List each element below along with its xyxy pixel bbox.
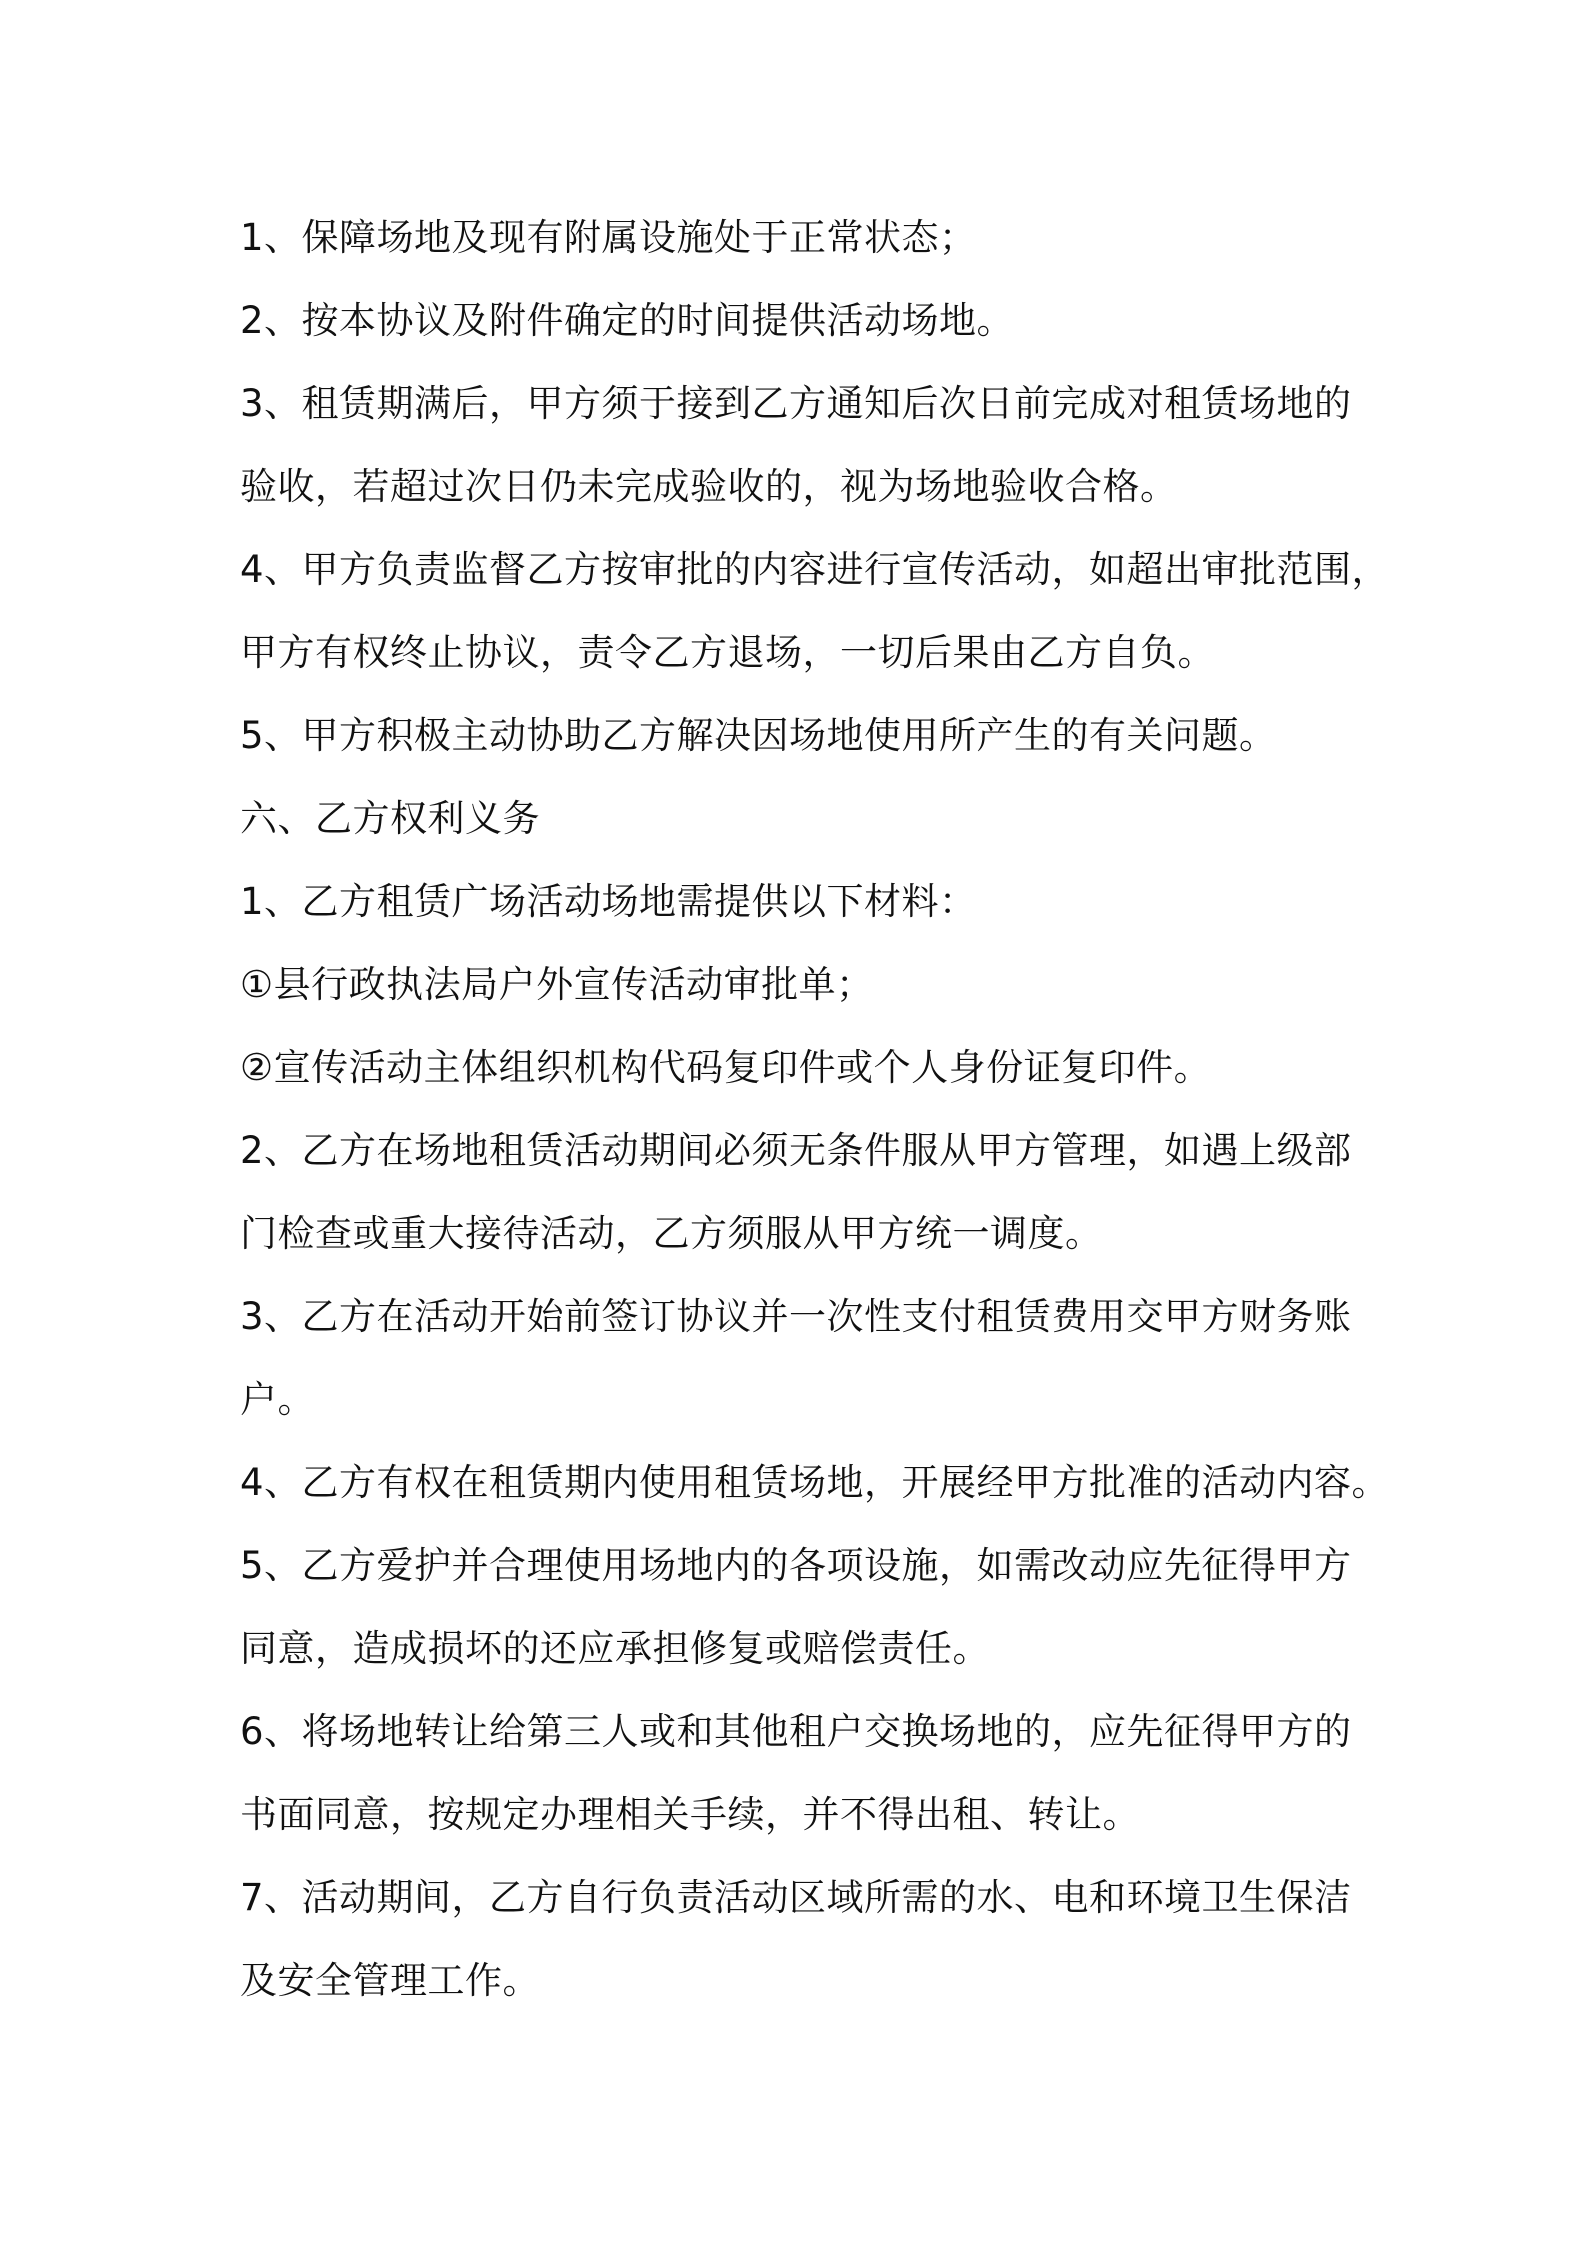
text-line: 5、乙方爱护并合理使用场地内的各项设施，如需改动应先征得甲方 — [240, 1544, 1352, 1587]
text-line: 2、按本协议及附件确定的时间提供活动场地。 — [240, 299, 1015, 342]
text-line: 3、乙方在活动开始前签订协议并一次性支付租赁费用交甲方财务账 — [240, 1295, 1352, 1338]
text-line: 2、乙方在场地租赁活动期间必须无条件服从甲方管理，如遇上级部 — [240, 1129, 1352, 1172]
text-line: 7、活动期间，乙方自行负责活动区域所需的水、电和环境卫生保洁 — [240, 1876, 1352, 1919]
text-line: 4、乙方有权在租赁期内使用租赁场地，开展经甲方批准的活动内容。 — [240, 1461, 1390, 1504]
text-line: 1、保障场地及现有附属设施处于正常状态； — [240, 216, 977, 259]
text-line: 6、将场地转让给第三人或和其他租户交换场地的，应先征得甲方的 — [240, 1710, 1352, 1753]
section-heading: 六、乙方权利义务 — [240, 797, 540, 840]
text-line: 1、乙方租赁广场活动场地需提供以下材料： — [240, 880, 977, 923]
text-line: 同意，造成损坏的还应承担修复或赔偿责任。 — [240, 1627, 990, 1670]
text-line: 及安全管理工作。 — [240, 1959, 540, 2002]
text-line: 门检查或重大接待活动，乙方须服从甲方统一调度。 — [240, 1212, 1103, 1255]
text-line: ①县行政执法局户外宣传活动审批单； — [240, 963, 874, 1006]
text-line: 户。 — [240, 1378, 315, 1421]
text-line: 5、甲方积极主动协助乙方解决因场地使用所产生的有关问题。 — [240, 714, 1277, 757]
text-line: 甲方有权终止协议，责令乙方退场，一切后果由乙方自负。 — [240, 631, 1215, 674]
text-line: 验收，若超过次日仍未完成验收的，视为场地验收合格。 — [240, 465, 1178, 508]
document-body — [240, 196, 1390, 2022]
text-line: 4、甲方负责监督乙方按审批的内容进行宣传活动，如超出审批范围， — [240, 548, 1390, 591]
text-line: ②宣传活动主体组织机构代码复印件或个人身份证复印件。 — [240, 1046, 1212, 1089]
text-line: 书面同意，按规定办理相关手续，并不得出租、转让。 — [240, 1793, 1140, 1836]
text-line: 3、租赁期满后，甲方须于接到乙方通知后次日前完成对租赁场地的 — [240, 382, 1352, 425]
